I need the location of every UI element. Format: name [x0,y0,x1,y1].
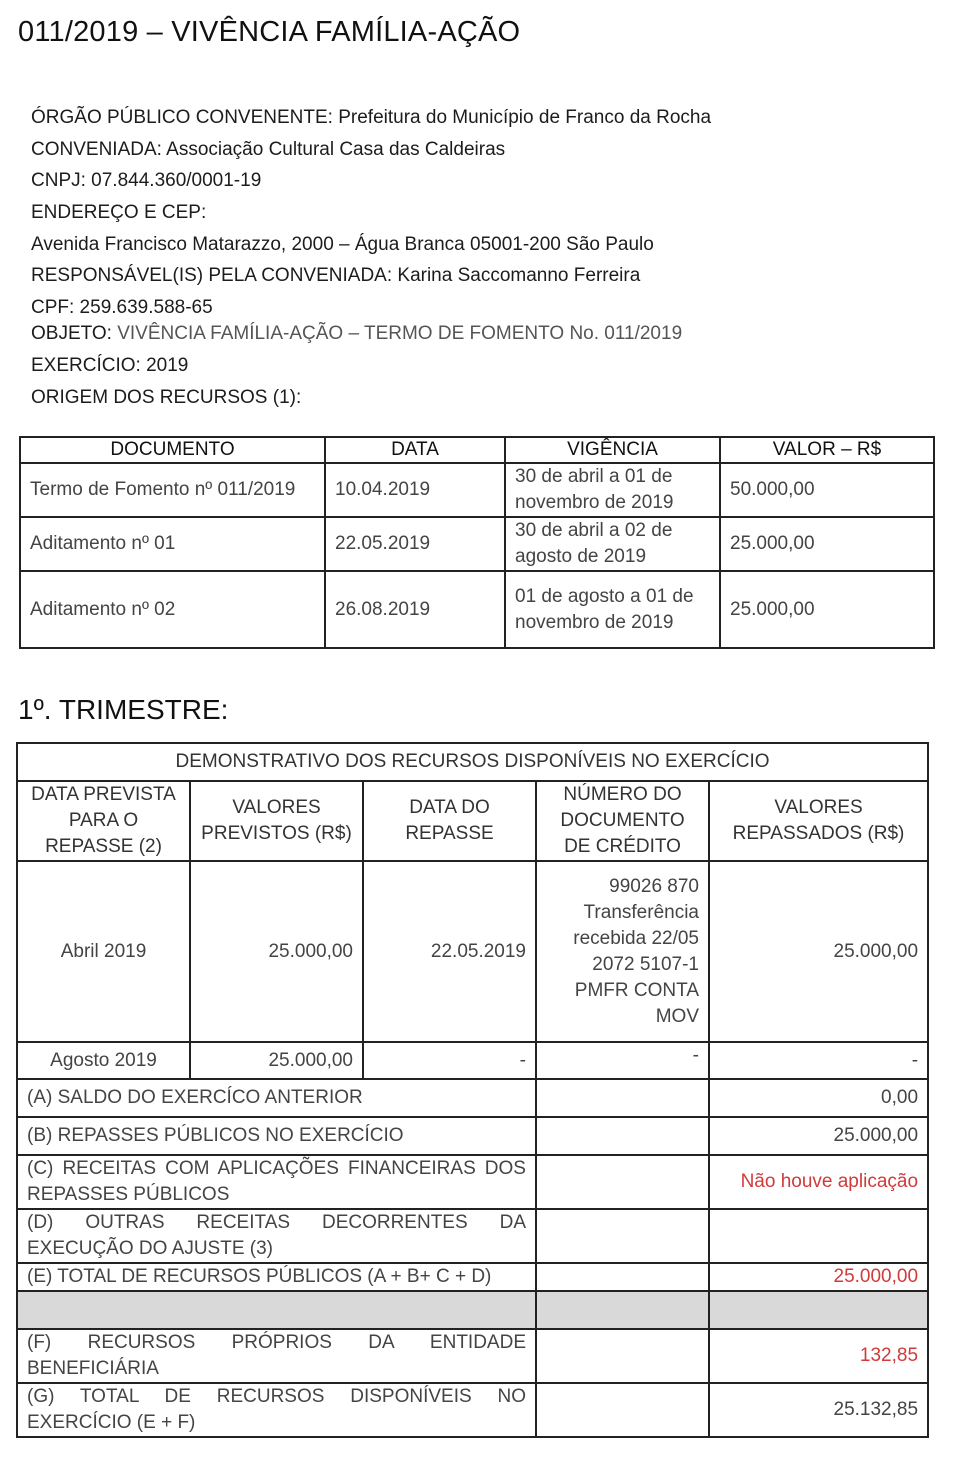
summary-b-empty [536,1117,709,1155]
summary-g-value: 25.132,85 [709,1383,928,1437]
cnpj-line: CNPJ: 07.844.360/0001-19 [31,170,262,192]
data-cell: 10.04.2019 [325,463,505,517]
valor-cell: 50.000,00 [720,463,934,517]
data-cell: 22.05.2019 [325,517,505,571]
cpf-line: CPF: 259.639.588-65 [31,297,213,319]
header-valor: VALOR – R$ [720,437,934,463]
documento-cell: Termo de Fomento nº 011/2019 [20,463,325,517]
data-cell: 26.08.2019 [325,571,505,648]
table-row [20,463,934,517]
summary-d-value [709,1209,928,1263]
table-row [20,571,934,648]
responsavel-line: RESPONSÁVEL(IS) PELA CONVENIADA: Karina Saccomanno Ferreira [31,265,641,287]
valor-cell: 25.000,00 [720,571,934,648]
demonstrativo-table [16,742,929,1438]
summary-e-value: 25.000,00 [709,1263,928,1291]
vigencia-cell: 01 de agosto a 01 de novembro de 2019 [505,571,720,648]
summary-row-a [17,1079,928,1117]
summary-f-value: 132,85 [709,1329,928,1383]
summary-a-value: 0,00 [709,1079,928,1117]
summary-d-label: (D) OUTRAS RECEITAS DECORRENTES DA EXECUÇÃO DO AJUSTE (3) [17,1209,536,1263]
summary-c-label: (C) RECEITAS COM APLICAÇÕES FINANCEIRAS DOS REPASSES PÚBLICOS [17,1155,536,1209]
documents-table [19,436,935,649]
header-valores-repassados: VALORES REPASSADOS (R$) [709,781,928,861]
shaded-separator-row [17,1291,928,1329]
demonstrativo-header-row [17,781,928,861]
demonstrativo-title: DEMONSTRATIVO DOS RECURSOS DISPONÍVEIS NO EXERCÍCIO [17,743,928,781]
table-row [17,1042,928,1079]
orgao-line: ÓRGÃO PÚBLICO CONVENENTE: Prefeitura do Município de Franco da Rocha [31,107,712,128]
summary-row-g [17,1383,928,1437]
header-vigencia: VIGÊNCIA [505,437,720,463]
valor-previsto-cell: 25.000,00 [190,861,363,1042]
shaded-cell [709,1291,928,1329]
header-data-repasse: DATA DO REPASSE [363,781,536,861]
summary-f-empty [536,1329,709,1383]
section-title: 1º. TRIMESTRE: [18,694,229,725]
documento-cell: Aditamento nº 01 [20,517,325,571]
origem-line: ORIGEM DOS RECURSOS (1): [31,386,302,408]
summary-a-empty [536,1079,709,1117]
header-valores-previstos: VALORES PREVISTOS (R$) [190,781,363,861]
summary-e-label: (E) TOTAL DE RECURSOS PÚBLICOS (A + B+ C + D) [17,1263,536,1291]
valor-repassado-cell: - [709,1042,928,1079]
summary-a-label: (A) SALDO DO EXERCÍCO ANTERIOR [17,1079,536,1117]
valor-cell: 25.000,00 [720,517,934,571]
exercicio-line: EXERCÍCIO: 2019 [31,354,189,376]
data-repasse-cell: - [363,1042,536,1079]
documento-credito-cell: 99026 870 Transferência recebida 22/05 2072 5107-1 PMFR CONTA MOV [536,861,709,1042]
objeto-label: OBJETO: [31,323,112,345]
summary-row-e [17,1263,928,1291]
table-row [17,861,928,1042]
documents-header-row [20,437,934,463]
header-numero-documento: NÚMERO DO DOCUMENTO DE CRÉDITO [536,781,709,861]
documento-credito-cell: - [536,1042,709,1079]
vigencia-cell: 30 de abril a 01 de novembro de 2019 [505,463,720,517]
summary-f-label: (F) RECURSOS PRÓPRIOS DA ENTIDADE BENEFICIÁRIA [17,1329,536,1383]
objeto-line [31,320,931,352]
summary-g-label: (G) TOTAL DE RECURSOS DISPONÍVEIS NO EXERCÍCIO (E + F) [17,1383,536,1437]
demonstrativo-title-row [17,743,928,781]
endereco-label: ENDEREÇO E CEP: [31,202,207,224]
document-title: 011/2019 – VIVÊNCIA FAMÍLIA-AÇÃO [18,16,521,48]
table-row [20,517,934,571]
endereco-line: Avenida Francisco Matarazzo, 2000 – Água Branca 05001-200 São Paulo [31,233,654,255]
data-prevista-cell: Abril 2019 [17,861,190,1042]
objeto-value: VIVÊNCIA FAMÍLIA-AÇÃO – TERMO DE FOMENTO No. 011/2019 [117,323,683,345]
summary-c-value: Não houve aplicação [709,1155,928,1209]
documento-cell: Aditamento nº 02 [20,571,325,648]
summary-c-empty [536,1155,709,1209]
shaded-cell [536,1291,709,1329]
agreement-info [31,104,931,415]
summary-g-empty [536,1383,709,1437]
summary-d-empty [536,1209,709,1263]
summary-row-b [17,1117,928,1155]
header-data: DATA [325,437,505,463]
summary-b-label: (B) REPASSES PÚBLICOS NO EXERCÍCIO [17,1117,536,1155]
conveniada-line: CONVENIADA: Associação Cultural Casa das Caldeiras [31,138,506,160]
valor-repassado-cell: 25.000,00 [709,861,928,1042]
summary-row-c [17,1155,928,1209]
header-documento: DOCUMENTO [20,437,325,463]
valor-previsto-cell: 25.000,00 [190,1042,363,1079]
summary-b-value: 25.000,00 [709,1117,928,1155]
vigencia-cell: 30 de abril a 02 de agosto de 2019 [505,517,720,571]
summary-row-d [17,1209,928,1263]
data-prevista-cell: Agosto 2019 [17,1042,190,1079]
summary-row-f [17,1329,928,1383]
header-data-prevista: DATA PREVISTA PARA O REPASSE (2) [17,781,190,861]
shaded-cell [17,1291,536,1329]
summary-e-empty [536,1263,709,1291]
data-repasse-cell: 22.05.2019 [363,861,536,1042]
